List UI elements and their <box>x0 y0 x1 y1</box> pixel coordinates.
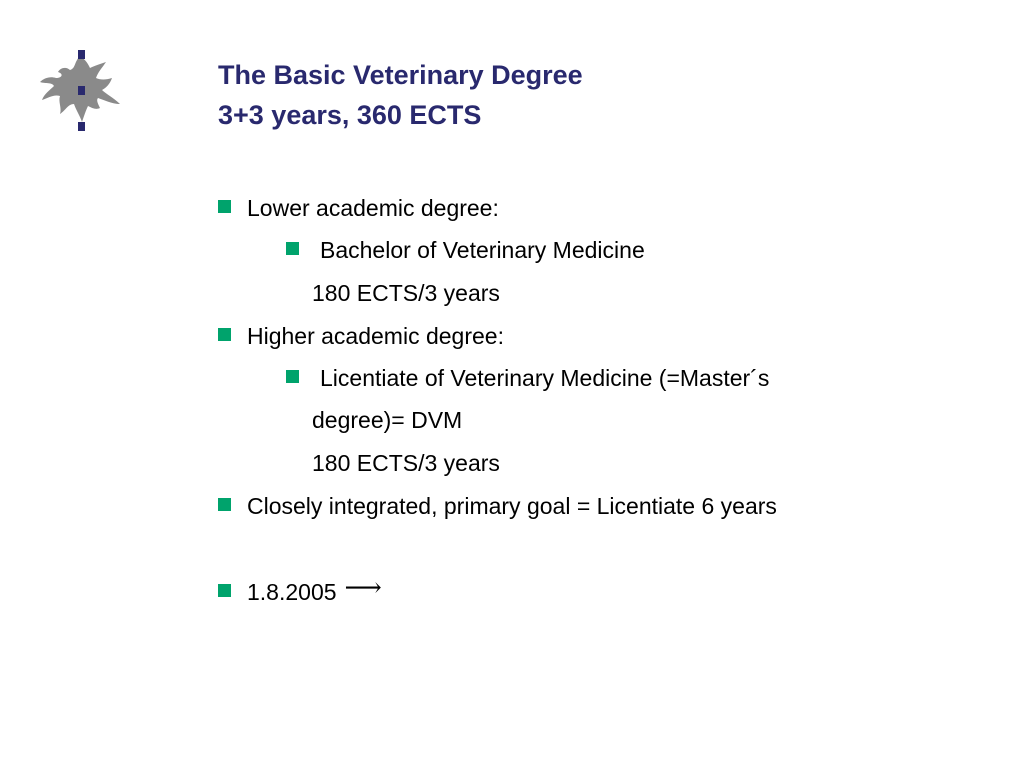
bullet-lower-detail: 180 ECTS/3 years <box>312 280 500 306</box>
title-line-1: The Basic Veterinary Degree <box>218 60 583 90</box>
square-bullet-icon <box>218 328 231 341</box>
bullet-higher-sub-cont: degree)= DVM <box>312 407 463 433</box>
right-arrow-icon: ⟶ <box>344 573 382 603</box>
bullet-date: 1.8.2005 <box>247 579 337 605</box>
bullet-lower-sub: Bachelor of Veterinary Medicine <box>320 237 645 263</box>
bullet-higher-sub: Licentiate of Veterinary Medicine (=Master´s <box>320 365 770 391</box>
bullet-lower-heading: Lower academic degree: <box>247 195 499 221</box>
square-bullet-icon <box>218 200 231 213</box>
square-bullet-icon <box>286 370 299 383</box>
title-line-2: 3+3 years, 360 ECTS <box>218 100 482 130</box>
bullet-date-line <box>247 573 382 606</box>
bullet-higher-heading: Higher academic degree: <box>247 323 504 349</box>
bullet-higher-detail: 180 ECTS/3 years <box>312 450 500 476</box>
bullet-integrated: Closely integrated, primary goal = Licentiate 6 years <box>247 493 777 519</box>
square-bullet-icon <box>218 498 231 511</box>
square-bullet-icon <box>218 584 231 597</box>
square-bullet-icon <box>286 242 299 255</box>
